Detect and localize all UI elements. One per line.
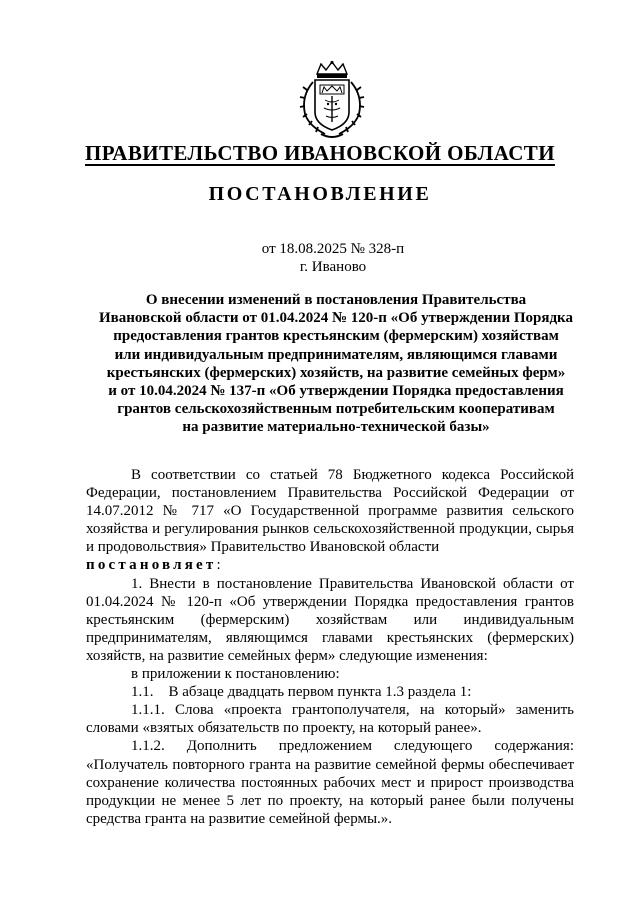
title-line: крестьянских (фермерских) хозяйств, на развитие семейных ферм» [106, 364, 566, 381]
city: г. Иваново [299, 259, 367, 275]
title-line: О внесении изменений в постановления Правительства [145, 292, 527, 308]
resolves-colon: : [216, 557, 221, 574]
item-1-1-2-paragraph: 1.1.2. Дополнить предложением следующего содержания: «Получатель повторного гранта на развитие семейной фермы обеспечивает сохранение количества постоянных рабочих мест и прирост производства продукции не менее 5 лет по проекту, на который ранее были получены средства гранта на развитие семейной фермы.». [86, 738, 574, 827]
item-1-1-1-paragraph: 1.1.1. Слова «проекта грантополучателя, на который» заменить словами «взятых обязательств по проекту, на который ранее». [86, 702, 574, 737]
document-title [86, 291, 586, 437]
organization-heading: ПРАВИТЕЛЬСТВО ИВАНОВСКОЙ ОБЛАСТИ [85, 141, 555, 165]
item-1-1-paragraph: 1.1. В абзаце двадцать первом пункта 1.3 раздела 1: [131, 684, 472, 701]
resolves-paragraph [86, 556, 574, 574]
title-line: на развитие материально-технической базы» [182, 419, 490, 436]
resolves-word: постановляет [86, 557, 217, 574]
item-1-paragraph: 1. Внести в постановление Правительства Ивановской области от 01.04.2024 № 120-п «Об утверждении Порядка предоставления грантов крестьянским (фермерским) хозяйствам или индивидуальным предпринимателям, являющимся главами крестьянских (фермерских) хозяйств, на развитие семейных ферм» следующие изменения: [86, 575, 574, 664]
title-line: или индивидуальным предпринимателям, являющимся главами [114, 346, 558, 363]
title-line: Ивановской области от 01.04.2024 № 120-п «Об утверждении Порядка [99, 310, 573, 327]
preamble-paragraph: В соответствии со статьей 78 Бюджетного кодекса Российской Федерации, постановлением Правительства Российской Федерации от 14.07.2012 № 717 «О Государственной программе развития сельского хозяйства и регулирования рынков сельскохозяйственной продукции, сырья и продовольствия» Правительство Ивановской области [86, 467, 574, 556]
date-number: от 18.08.2025 № 328-п [261, 241, 405, 257]
ivanovo-coat-of-arms-icon [295, 60, 369, 142]
appendix-paragraph: в приложении к постановлению: [131, 666, 340, 683]
title-line: предоставления грантов крестьянским (фермерским) хозяйствам [113, 328, 559, 345]
document-body [86, 466, 574, 828]
document-meta [0, 240, 640, 276]
title-line: и от 10.04.2024 № 137-п «Об утверждении Порядка предоставления [108, 383, 564, 400]
title-line: грантов сельскохозяйственным потребительским кооперативам [117, 401, 555, 418]
document-type-heading: ПОСТАНОВЛЕНИЕ [208, 183, 432, 205]
